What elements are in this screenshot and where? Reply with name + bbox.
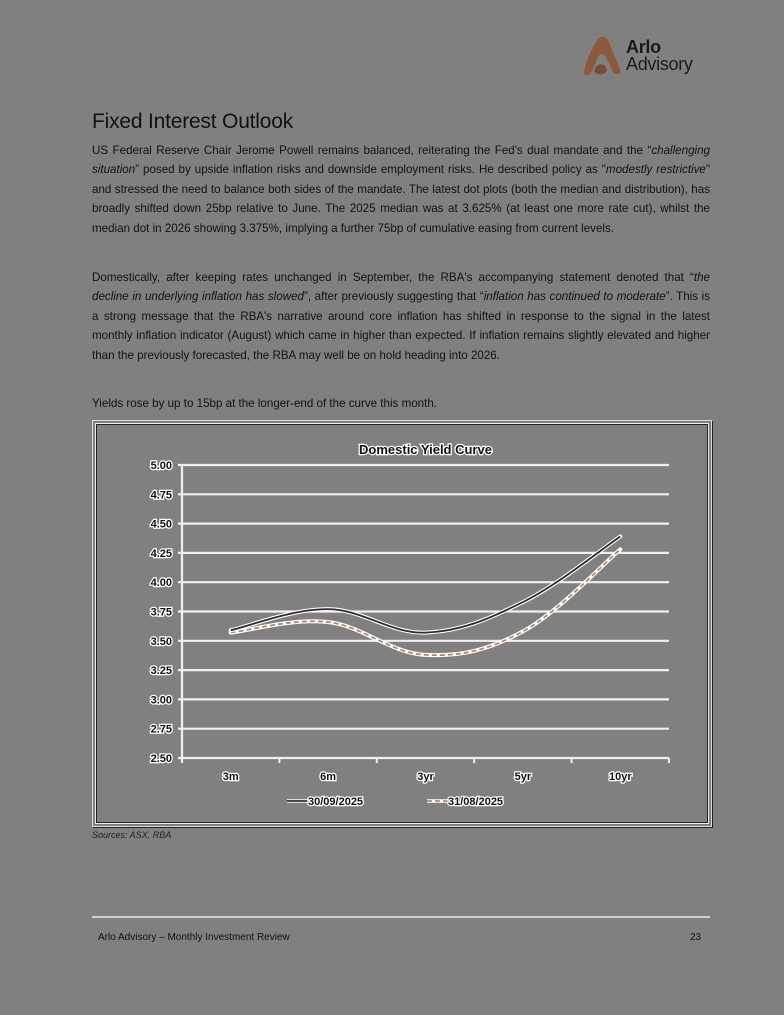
text-run: Domestically, after keeping rates unchanged in September, the RBA's accompanying statement denoted that “ [92, 271, 694, 284]
paragraph-yields: Yields rose by up to 15bp at the longer-end of the curve this month. [92, 397, 438, 410]
quote-emphasis: the decline in underlying inflation has slowed [92, 271, 710, 304]
x-tick-label: 5yr [514, 771, 532, 783]
series-halo [231, 536, 621, 632]
chart-canvas [97, 425, 707, 822]
y-tick-label: 4.00 [150, 577, 172, 590]
chart-title: Domestic Yield Curve [359, 442, 492, 457]
quote-emphasis: challenging situation [92, 144, 710, 177]
text-run: " and stressed the need to balance both sides of the mandate. The latest dot plots (both the median and distribution), has broadly shifted down 25bp relative to June. The 2025 median was at 3.625% (at least one more rate cut), whilst the median dot in 2026 showing 3.375%, implying a further 75bp of cumulative easing from current levels. [92, 163, 711, 235]
x-tick-label: 6m [320, 771, 337, 783]
y-tick-label: 4.75 [150, 489, 172, 502]
y-tick-label: 5.00 [150, 460, 172, 472]
footer-divider [92, 916, 710, 918]
quote-emphasis: inflation has continued to moderate [483, 290, 666, 304]
text-run: ”. This is a strong message that the RBA's narrative around core inflation has shifted in response to the signal in the latest monthly inflation indicator (August) which came in higher than expected. If inflation remains slightly elevated and higher than the previously forecasted, the RBA may well be on hold heading into 2026. [92, 290, 711, 362]
y-tick-label: 3.75 [150, 606, 172, 619]
series-line-31-08-2025 [231, 549, 621, 655]
paragraph-rba [92, 268, 710, 365]
legend-label: 30/09/2025 [308, 796, 364, 808]
y-tick-label: 3.25 [150, 665, 172, 678]
y-tick-label: 3.50 [150, 635, 172, 648]
company-logo [580, 35, 693, 77]
arlo-logo-mark-icon [580, 35, 622, 77]
logo-line-1: Arlo [626, 37, 661, 57]
series-line-30-09-2025 [231, 536, 621, 632]
x-tick-label: 10yr [608, 771, 632, 783]
y-tick-label: 4.25 [150, 547, 172, 560]
y-tick-label: 3.00 [150, 694, 172, 707]
source-note: Sources: ASX, RBA [92, 830, 172, 840]
text-run: US Federal Reserve Chair Jerome Powell remains balanced, reiterating the Fed's dual mandate and the “ [92, 144, 652, 157]
legend-label: 31/08/2025 [448, 796, 504, 808]
quote-emphasis: modestly restrictive [605, 163, 706, 177]
logo-line-2: Advisory [626, 54, 693, 74]
y-tick-label: 2.75 [150, 723, 172, 736]
text-run: ” posed by upside inflation risks and downside employment risks. He described policy as " [135, 163, 606, 177]
x-tick-label: 3m [222, 771, 239, 783]
y-tick-label: 2.50 [150, 753, 172, 765]
chart-area [96, 424, 708, 823]
footer-publication: Arlo Advisory – Monthly Investment Review [98, 932, 290, 943]
page-number: 23 [690, 932, 702, 943]
yield-curve-chart [92, 420, 712, 827]
page-title: Fixed Interest Outlook [92, 110, 294, 133]
text-run: ”, after previously suggesting that “ [303, 290, 484, 304]
x-tick-label: 3yr [417, 771, 434, 783]
paragraph-fed [92, 141, 710, 238]
y-tick-label: 4.50 [150, 518, 172, 531]
